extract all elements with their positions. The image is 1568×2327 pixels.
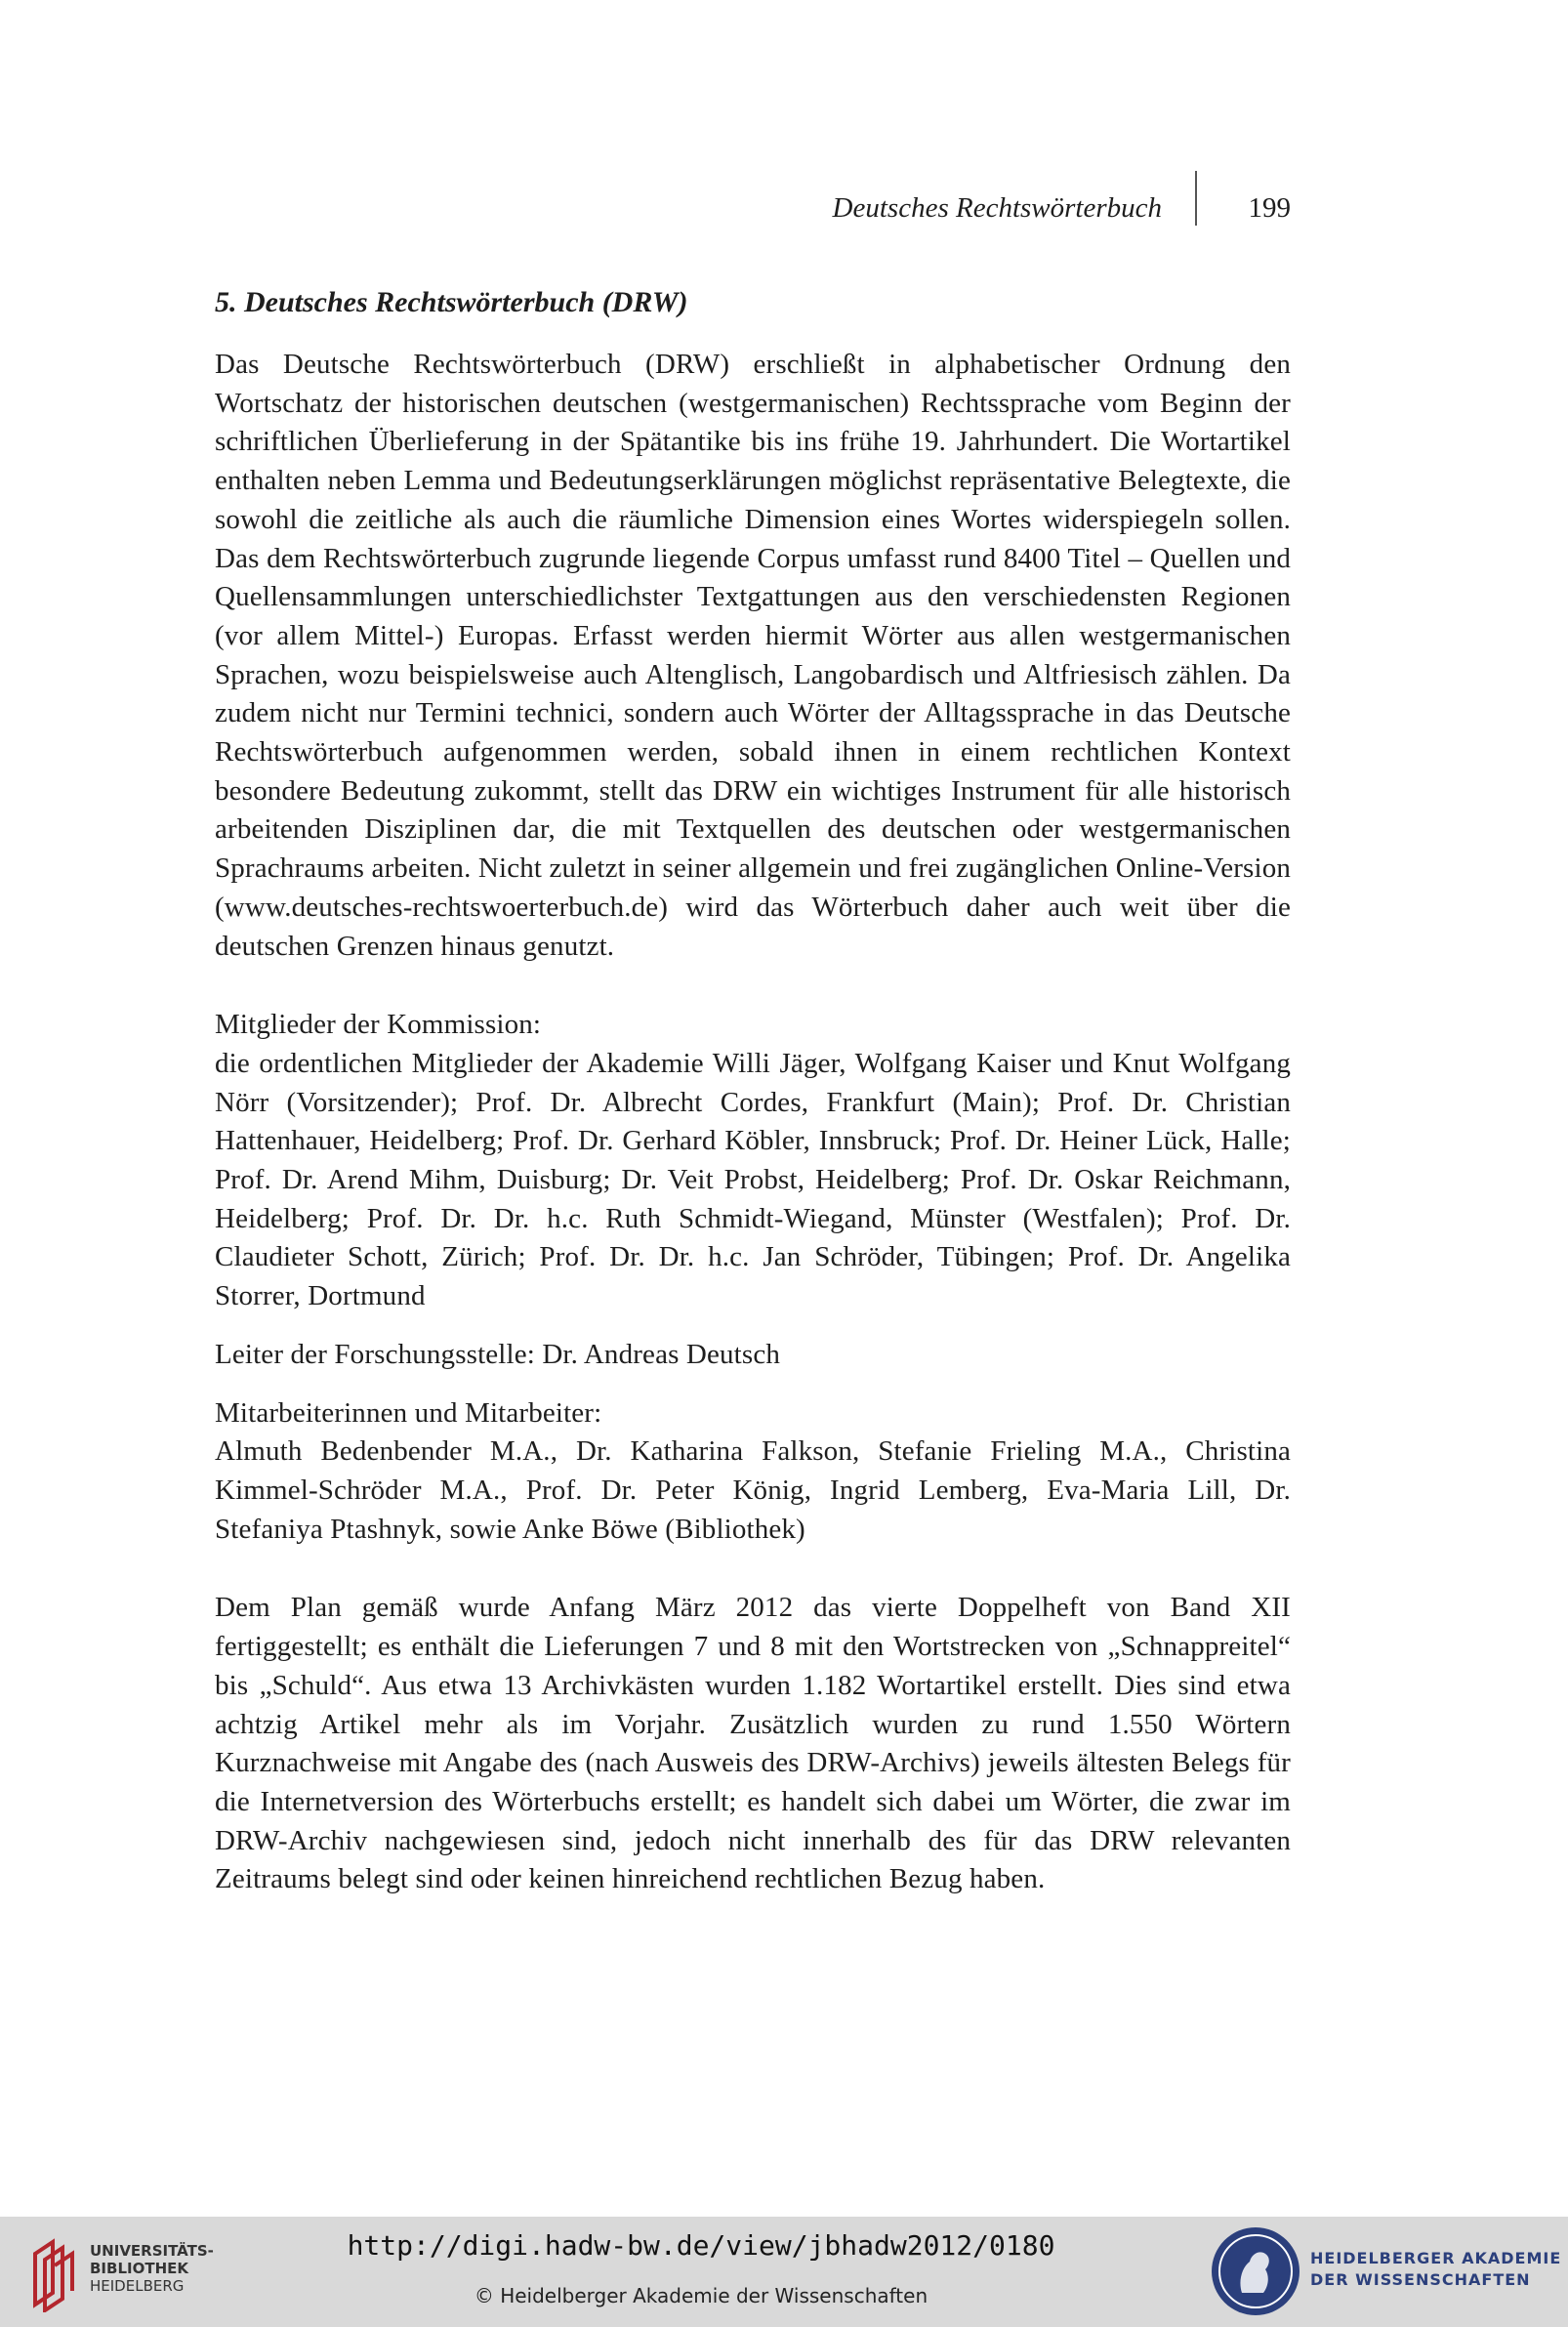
copyright-notice: © Heidelberger Akademie der Wissenschaften	[474, 2284, 928, 2307]
academy-seal-icon	[1209, 2224, 1302, 2318]
spacer	[215, 1316, 1291, 1336]
spacer	[215, 1549, 1291, 1589]
spacer	[215, 966, 1291, 1006]
academy-name-line2: DER WISSENSCHAFTEN	[1310, 2270, 1531, 2289]
members-paragraph: die ordentlichen Mitglieder der Akademie Willi Jäger, Wolfgang Kaiser und Knut Wolfgang Nörr (Vorsitzender); Prof. Dr. Albrecht Cordes, Frankfurt (Main); Prof. Dr. Christian Hattenhauer, Heidelberg; Prof. Dr. Gerhard Köbler, Innsbruck; Prof. Dr. Heiner Lück, Halle; Prof. Dr. Arend Mihm, Duisburg; Dr. Veit Probst, Heidelberg; Prof. Dr. Oskar Reichmann, Heidelberg; Prof. Dr. Dr. h.c. Ruth Schmidt-Wiegand, Münster (Westfalen); Prof. Dr. Claudieter Schott, Zürich; Prof. Dr. Dr. h.c. Jan Schröder, Tübingen; Prof. Dr. Angelika Storrer, Dortmund	[215, 1047, 1291, 1312]
staff-paragraph: Almuth Bedenbender M.A., Dr. Katharina Falkson, Stefanie Frieling M.A., Christina Kimmel-Schröder M.A., Prof. Dr. Peter König, Ingrid Lemberg, Eva-Maria Lill, Dr. Stefaniya Ptashnyk, sowie Anke Böwe (Bibliothek)	[215, 1435, 1291, 1545]
running-head-divider	[1195, 171, 1197, 226]
permalink-url[interactable]: http://digi.hadw-bw.de/view/jbhadw2012/0180	[347, 2229, 1055, 2262]
page-body	[215, 283, 1291, 1899]
running-head-title: Deutsches Rechtswörterbuch	[832, 192, 1162, 224]
academy-name	[1310, 2248, 1561, 2291]
spacer	[215, 1375, 1291, 1394]
members-label: Mitglieder der Kommission:	[215, 1009, 542, 1041]
academy-name-line1: HEIDELBERGER AKADEMIE	[1310, 2249, 1562, 2267]
running-head	[215, 184, 1291, 232]
page-number: 199	[1248, 192, 1291, 224]
report-paragraph: Dem Plan gemäß wurde Anfang März 2012 das vierte Doppelheft von Band XII fertiggestellt; es enthält die Lieferungen 7 und 8 mit den Wortstrecken von „Schnappreitel“ bis „Schuld“. Aus etwa 13 Archivkästen wurden 1.182 Wortartikel erstellt. Dies sind etwa achtzig Artikel mehr als im Vorjahr. Zusätzlich wurden zu rund 1.550 Wörtern Kurznachweise mit Angabe des (nach Ausweis des DRW-Archivs) jeweils ältesten Belegs für die Internetversion des Wörterbuchs erstellt; es handelt sich dabei um Wörter, die zwar im DRW-Archiv nachgewiesen sind, jedoch nicht innerhalb des für das DRW relevanten Zeitraums belegt sind oder keinen hinreichend rechtlichen Bezug haben.	[215, 1592, 1291, 1895]
staff-label: Mitarbeiterinnen und Mitarbeiter:	[215, 1396, 602, 1429]
viewer-footer	[0, 2217, 1568, 2327]
intro-paragraph: Das Deutsche Rechtswörterbuch (DRW) erschließt in alphabetischer Ordnung den Wortschatz der historischen deutschen (westgermanischen) Rechtssprache vom Beginn der schriftlichen Überlieferung in der Spätantike bis ins frühe 19. Jahrhundert. Die Wortartikel enthalten neben Lemma und Bedeutungserklärungen möglichst repräsentative Belegtexte, die sowohl die zeitliche als auch die räumliche Dimension eines Wortes widerspiegeln sollen. Das dem Rechtswörterbuch zugrunde liegende Corpus umfasst rund 8400 Titel – Quellen und Quellensammlungen unterschiedlichster Textgattungen aus den verschiedensten Regionen (vor allem Mittel-) Europas. Erfasst werden hiermit Wörter aus allen westgermanischen Sprachen, wozu beispielsweise auch Altenglisch, Langobardisch und Altfriesisch zählen. Da zudem nicht nur Termini technici, sondern auch Wörter der Alltagssprache in das Deutsche Rechtswörterbuch aufgenommen werden, sobald ihnen in einem rechtlichen Kontext besondere Bedeutung zukommt, stellt das DRW ein wichtiges Instrument für alle historisch arbeitenden Disziplinen dar, die mit Textquellen des deutschen oder westgermanischen Sprachraums arbeiten. Nicht zuletzt in seiner allgemein und frei zugänglichen Online-Version (www.deutsches-rechtswoerterbuch.de) wird das Wörterbuch daher auch weit über die deutschen Grenzen hinaus genutzt.	[215, 349, 1291, 962]
leader-line: Leiter der Forschungsstelle: Dr. Andreas Deutsch	[215, 1338, 781, 1370]
library-name-line3: HEIDELBERG	[90, 2277, 185, 2295]
library-name-line1: UNIVERSITÄTS-	[90, 2242, 214, 2260]
library-name-line2: BIBLIOTHEK	[90, 2260, 188, 2277]
section-heading: 5. Deutsches Rechtswörterbuch (DRW)	[215, 286, 688, 318]
